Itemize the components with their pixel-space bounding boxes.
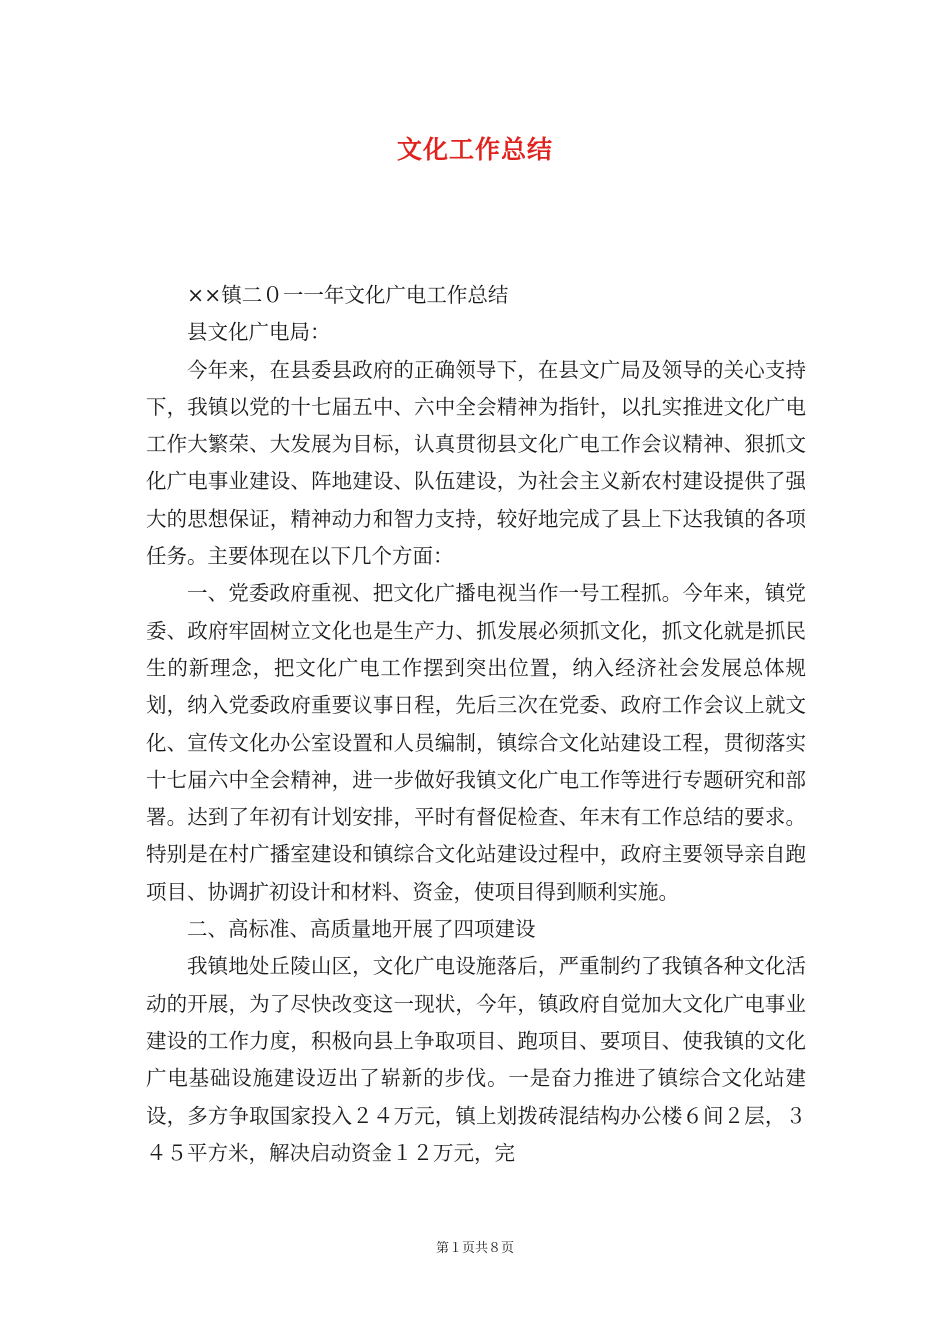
document-body: [146, 277, 806, 1172]
section-heading-2: 二、高标准、高质量地开展了四项建设: [187, 917, 536, 942]
salutation: 县文化广电局：: [187, 320, 331, 345]
page-title: 文化工作总结: [396, 135, 553, 164]
paragraph-section-2: 我镇地处丘陵山区，文化广电设施落后，严重制约了我镇各种文化活动的开展，为了尽快改变这一现状，今年，镇政府自觉加大文化广电事业建设的工作力度，积极向县上争取项目、跑项目、要项目、使我镇的文化广电基础设施建设迈出了崭新的步伐。一是奋力推进了镇综合文化站建设，多方争取国家投入２４万元，镇上划拨砖混结构办公楼６间２层，３４５平方米，解决启动资金１２万元，完: [146, 954, 806, 1165]
page-footer: 第１页共８页: [435, 1241, 514, 1256]
paragraph-intro: 今年来，在县委县政府的正确领导下，在县文广局及领导的关心支持下，我镇以党的十七届五中、六中全会精神为指针，以扎实推进文化广电工作大繁荣、大发展为目标，认真贯彻县文化广电工作会议精神、狠抓文化广电事业建设、阵地建设、队伍建设，为社会主义新农村建设提供了强大的思想保证，精神动力和智力支持，较好地完成了县上下达我镇的各项任务。主要体现在以下几个方面：: [146, 357, 806, 569]
paragraph-section-1: 一、党委政府重视、把文化广播电视当作一号工程抓。今年来，镇党委、政府牢固树立文化也是生产力、抓发展必须抓文化，抓文化就是抓民生的新理念，把文化广电工作摆到突出位置，纳入经济社会发展总体规划，纳入党委政府重要议事日程，先后三次在党委、政府工作会议上就文化、宣传文化办公室设置和人员编制，镇综合文化站建设工程，贯彻落实十七届六中全会精神，进一步做好我镇文化广电工作等进行专题研究和部署。达到了年初有计划安排，平时有督促检查、年末有工作总结的要求。特别是在村广播室建设和镇综合文化站建设过程中，政府主要领导亲自跑项目、协调扩初设计和材料、资金，使项目得到顺利实施。: [146, 581, 806, 904]
document-subtitle: ××镇二０一一年文化广电工作总结: [187, 283, 509, 307]
